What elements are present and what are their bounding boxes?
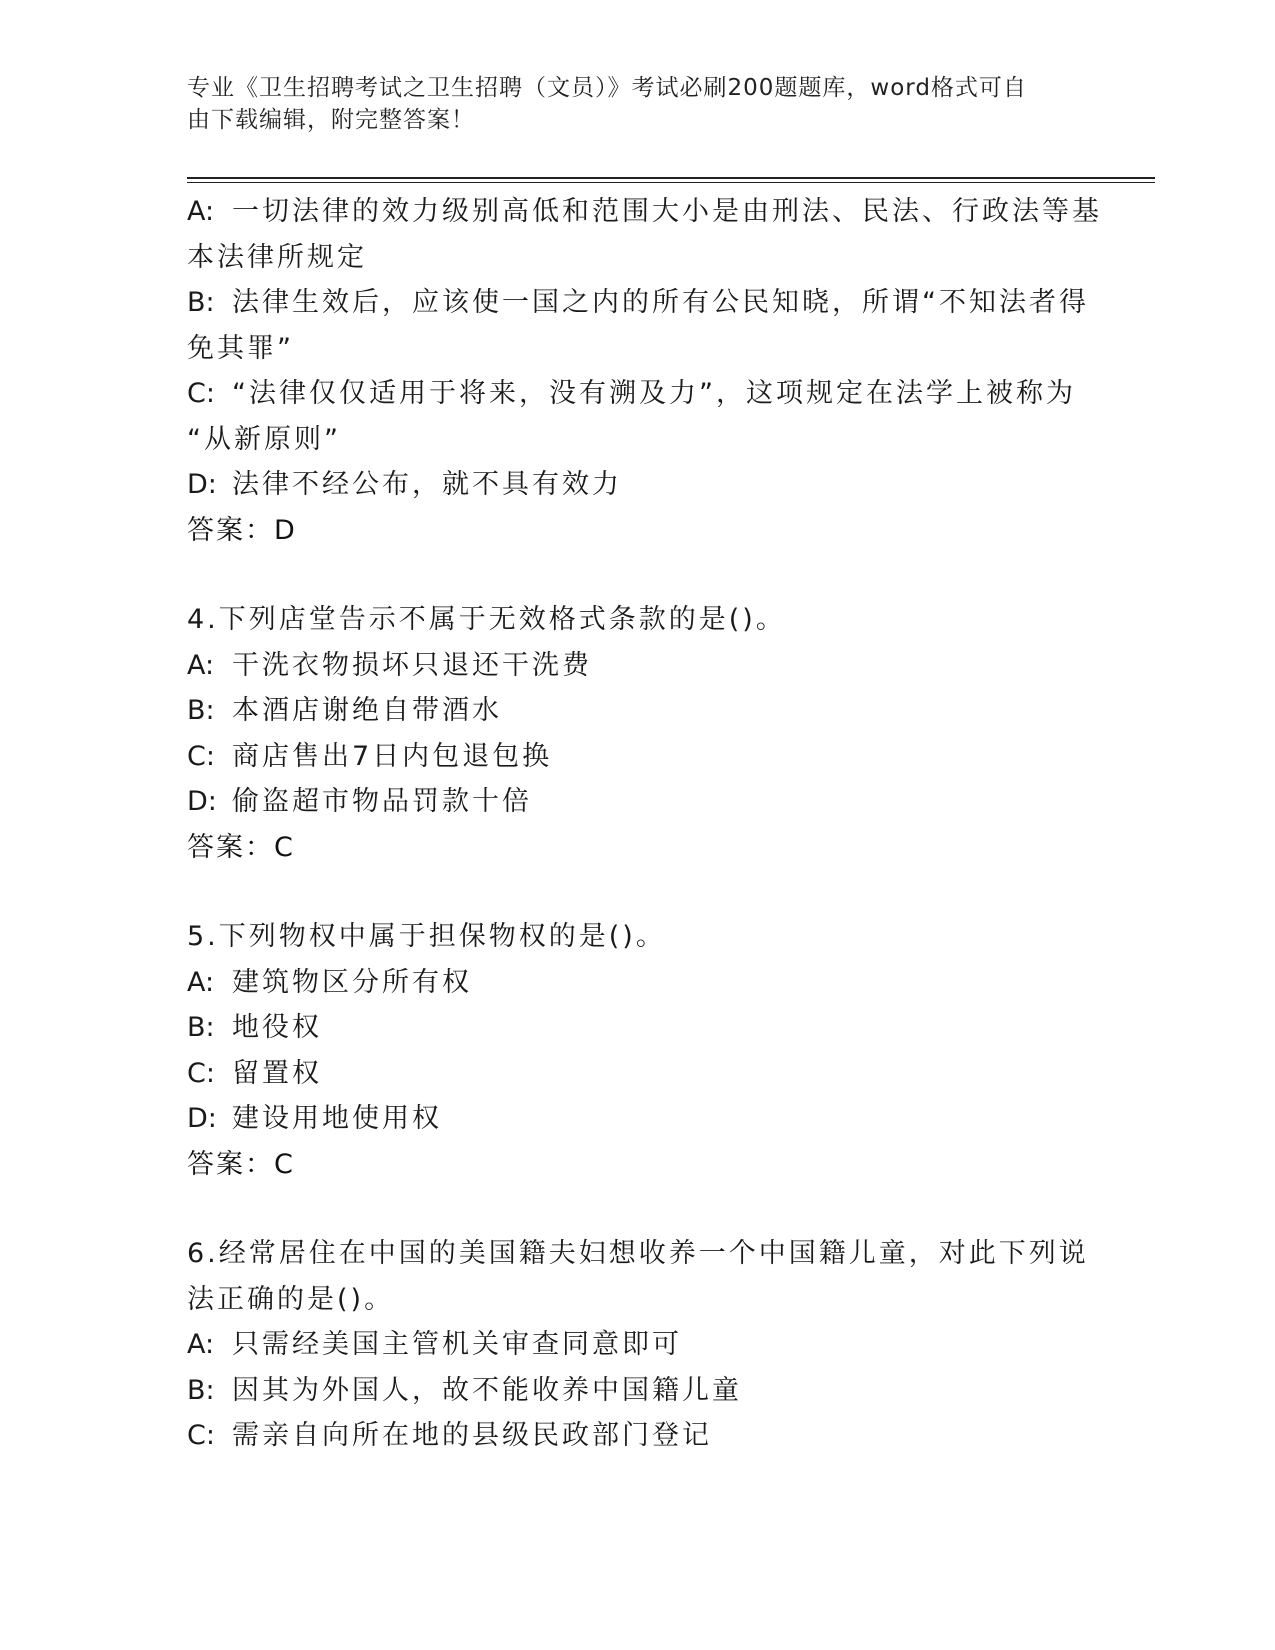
answer-line: 答案：C	[187, 831, 295, 863]
option-key: D:	[187, 469, 217, 500]
question-list	[187, 189, 1102, 1459]
option-key: B:	[187, 695, 215, 726]
option-key: A:	[187, 649, 215, 681]
header-line-1: 专业《卫生招聘考试之卫生招聘（文员）》考试必刷200题题库，word格式可自	[187, 75, 1027, 101]
option-c	[187, 1051, 1087, 1097]
spacer	[187, 553, 1087, 597]
option-text: 法律不经公布，就不具有效力	[232, 469, 622, 500]
option-text: 商店售出7日内包退包换	[232, 740, 553, 772]
spacer	[187, 1187, 1087, 1231]
option-c	[187, 1413, 1087, 1459]
option-d	[187, 779, 1087, 825]
option-a-continued: 本法律所规定	[187, 241, 367, 273]
option-d	[187, 1096, 1087, 1142]
header-rule-thick	[187, 177, 1155, 179]
option-c-continued: “从新原则”	[187, 423, 341, 455]
option-a	[187, 643, 1087, 689]
option-b	[187, 280, 1087, 326]
option-key: C:	[187, 1420, 215, 1451]
option-key: C:	[187, 1057, 215, 1089]
question-text: 6.经常居住在中国的美国籍夫妇想收养一个中国籍儿童，对此下列说	[187, 1238, 1089, 1269]
option-text: “法律仅仅适用于将来，没有溯及力”，这项规定在法学上被称为	[232, 378, 1076, 409]
spacer	[187, 870, 1087, 914]
option-a	[187, 189, 1102, 235]
question-4-block	[187, 597, 1087, 870]
option-text: 干洗衣物损坏只退还干洗费	[232, 649, 592, 681]
question-text: 5.下列物权中属于担保物权的是()。	[187, 921, 666, 952]
option-c	[187, 734, 1087, 780]
answer-line: 答案：D	[187, 514, 297, 546]
option-key: A:	[187, 1329, 215, 1360]
option-key: B:	[187, 1374, 215, 1406]
option-text: 一切法律的效力级别高低和范围大小是由刑法、民法、行政法等基	[232, 196, 1102, 227]
option-d	[187, 462, 1087, 508]
question-text: 4.下列店堂告示不属于无效格式条款的是()。	[187, 604, 786, 635]
question-3-block	[187, 189, 1102, 553]
option-key: B:	[187, 287, 215, 318]
option-b-continued: 免其罪”	[187, 332, 294, 364]
document-header	[187, 72, 1067, 136]
option-text: 需亲自向所在地的县级民政部门登记	[232, 1420, 712, 1451]
option-c	[187, 371, 1087, 417]
option-text: 地役权	[232, 1012, 322, 1043]
option-text: 只需经美国主管机关审查同意即可	[232, 1329, 682, 1360]
option-key: D:	[187, 1103, 217, 1134]
option-text: 法律生效后，应该使一国之内的所有公民知晓，所谓“不知法者得	[232, 287, 1089, 318]
option-text: 建设用地使用权	[232, 1103, 442, 1134]
option-key: A:	[187, 966, 215, 998]
option-b	[187, 1005, 1087, 1051]
option-text: 本酒店谢绝自带酒水	[232, 695, 502, 726]
option-b	[187, 688, 1087, 734]
option-b	[187, 1368, 1087, 1414]
question-6-block	[187, 1231, 1087, 1459]
option-key: D:	[187, 786, 217, 817]
answer-line: 答案：C	[187, 1148, 295, 1180]
header-rule-thin	[187, 182, 1155, 183]
option-text: 偷盗超市物品罚款十倍	[232, 786, 532, 817]
option-key: C:	[187, 740, 215, 772]
question-5-block	[187, 914, 1087, 1187]
option-key: C:	[187, 378, 215, 409]
option-a	[187, 1322, 1087, 1368]
option-a	[187, 960, 1087, 1006]
option-key: A:	[187, 196, 215, 227]
question-text-continued: 法正确的是()。	[187, 1283, 395, 1315]
option-text: 留置权	[232, 1057, 322, 1089]
option-text: 建筑物区分所有权	[232, 966, 472, 998]
header-line-2: 由下载编辑，附完整答案！	[187, 107, 475, 133]
option-key: B:	[187, 1012, 215, 1043]
option-text: 因其为外国人，故不能收养中国籍儿童	[232, 1374, 742, 1406]
